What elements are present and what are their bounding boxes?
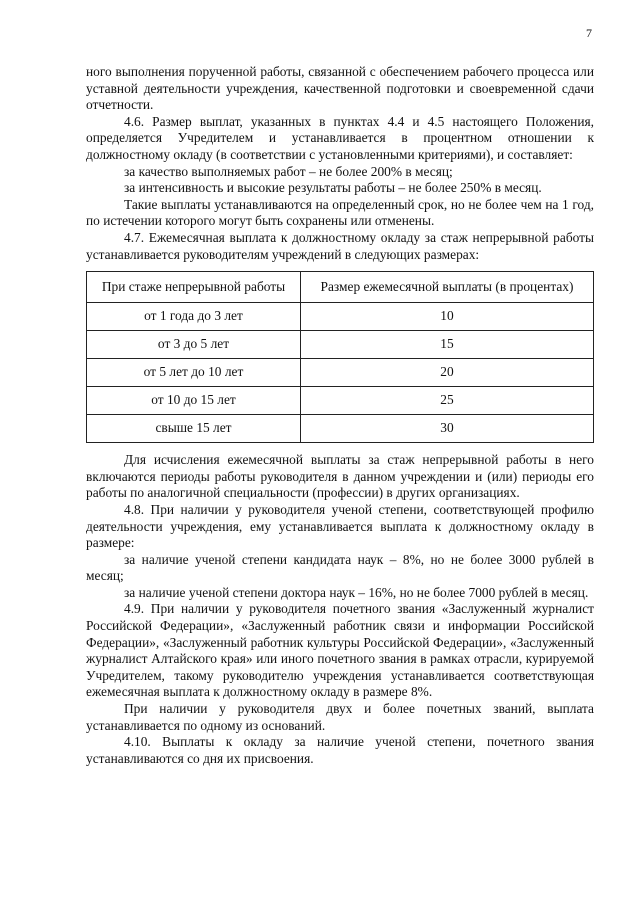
table-row	[87, 303, 594, 331]
table-header-cell: Размер ежемесячной выплаты (в процентах)	[301, 272, 594, 303]
paragraph: за наличие ученой степени кандидата наук – 8%, но не более 3000 рублей в месяц;	[86, 551, 594, 584]
table-row	[87, 415, 594, 443]
table-row	[87, 359, 594, 387]
paragraph: за наличие ученой степени доктора наук – 16%, но не более 7000 рублей в месяц.	[124, 584, 589, 600]
paragraph: При наличии у руководителя двух и более почетных званий, выплата устанавливается по одному из оснований.	[86, 701, 594, 733]
paragraph: ного выполнения порученной работы, связанной с обеспечением рабочего процесса или уставной деятельности учреждения, качественной подготовки и своевременной сдачи отчетности.	[86, 64, 594, 113]
table-cell-period: свыше 15 лет	[87, 415, 301, 443]
table-row	[87, 387, 594, 415]
paragraph: 4.9. При наличии у руководителя почетного звания «Заслуженный журналист Российской Федерации», «Заслуженный работник связи и информации Российской Федерации», «Заслуженный работник культуры Российской Федерации», «Заслуженный журналист Алтайского края» или иного почетного звания в рамках отрасли, курируемой Учредителем, такому руководителю учреждения устанавливается соответствующая ежемесячная выплата к должностному окладу в размере 8%.	[86, 601, 594, 700]
paragraph: 4.6. Размер выплат, указанных в пунктах 4.4 и 4.5 настоящего Положения, определяется Учредителем и устанавливается в процентном отношении к должностному окладу (в соответствии с установленными критериями), и составляет:	[86, 113, 594, 162]
table-row	[87, 331, 594, 359]
table-header-cell: При стаже непрерывной работы	[87, 272, 301, 303]
table-cell-period: от 5 лет до 10 лет	[87, 359, 301, 387]
table-header-row	[87, 272, 594, 303]
paragraph: 4.8. При наличии у руководителя ученой степени, соответствующей профилю деятельности учреждения, ему устанавливается выплата к должностному окладу в размере:	[86, 501, 594, 551]
table-cell-period: от 3 до 5 лет	[87, 331, 301, 359]
service-length-table	[86, 271, 594, 443]
table-cell-percent: 20	[301, 359, 594, 387]
table-cell-percent: 10	[301, 303, 594, 331]
paragraphs-after-table	[86, 452, 594, 767]
paragraph: за качество выполняемых работ – не более 200% в месяц;	[124, 163, 453, 179]
paragraph: 4.10. Выплаты к окладу за наличие ученой степени, почетного звания устанавливаются со дня их присвоения.	[86, 734, 594, 766]
page-number: 7	[586, 26, 592, 40]
paragraphs-before-table	[86, 64, 594, 263]
document-body	[86, 64, 594, 767]
paragraph: Такие выплаты устанавливаются на определенный срок, но не более чем на 1 год, по истечении которого могут быть сохранены или отменены.	[86, 196, 594, 229]
table-cell-period: от 10 до 15 лет	[87, 387, 301, 415]
paragraph: Для исчисления ежемесячной выплаты за стаж непрерывной работы в него включаются периоды работы руководителя в данном учреждении и (или) периоды его работы по аналогичной специальности (профессии) в других организациях.	[86, 452, 594, 501]
table-cell-percent: 25	[301, 387, 594, 415]
table-cell-percent: 15	[301, 331, 594, 359]
table-cell-percent: 30	[301, 415, 594, 443]
table-cell-period: от 1 года до 3 лет	[87, 303, 301, 331]
paragraph: за интенсивность и высокие результаты работы – не более 250% в месяц.	[124, 180, 542, 196]
paragraph: 4.7. Ежемесячная выплата к должностному окладу за стаж непрерывной работы устанавливается руководителям учреждений в следующих размерах:	[86, 229, 594, 262]
